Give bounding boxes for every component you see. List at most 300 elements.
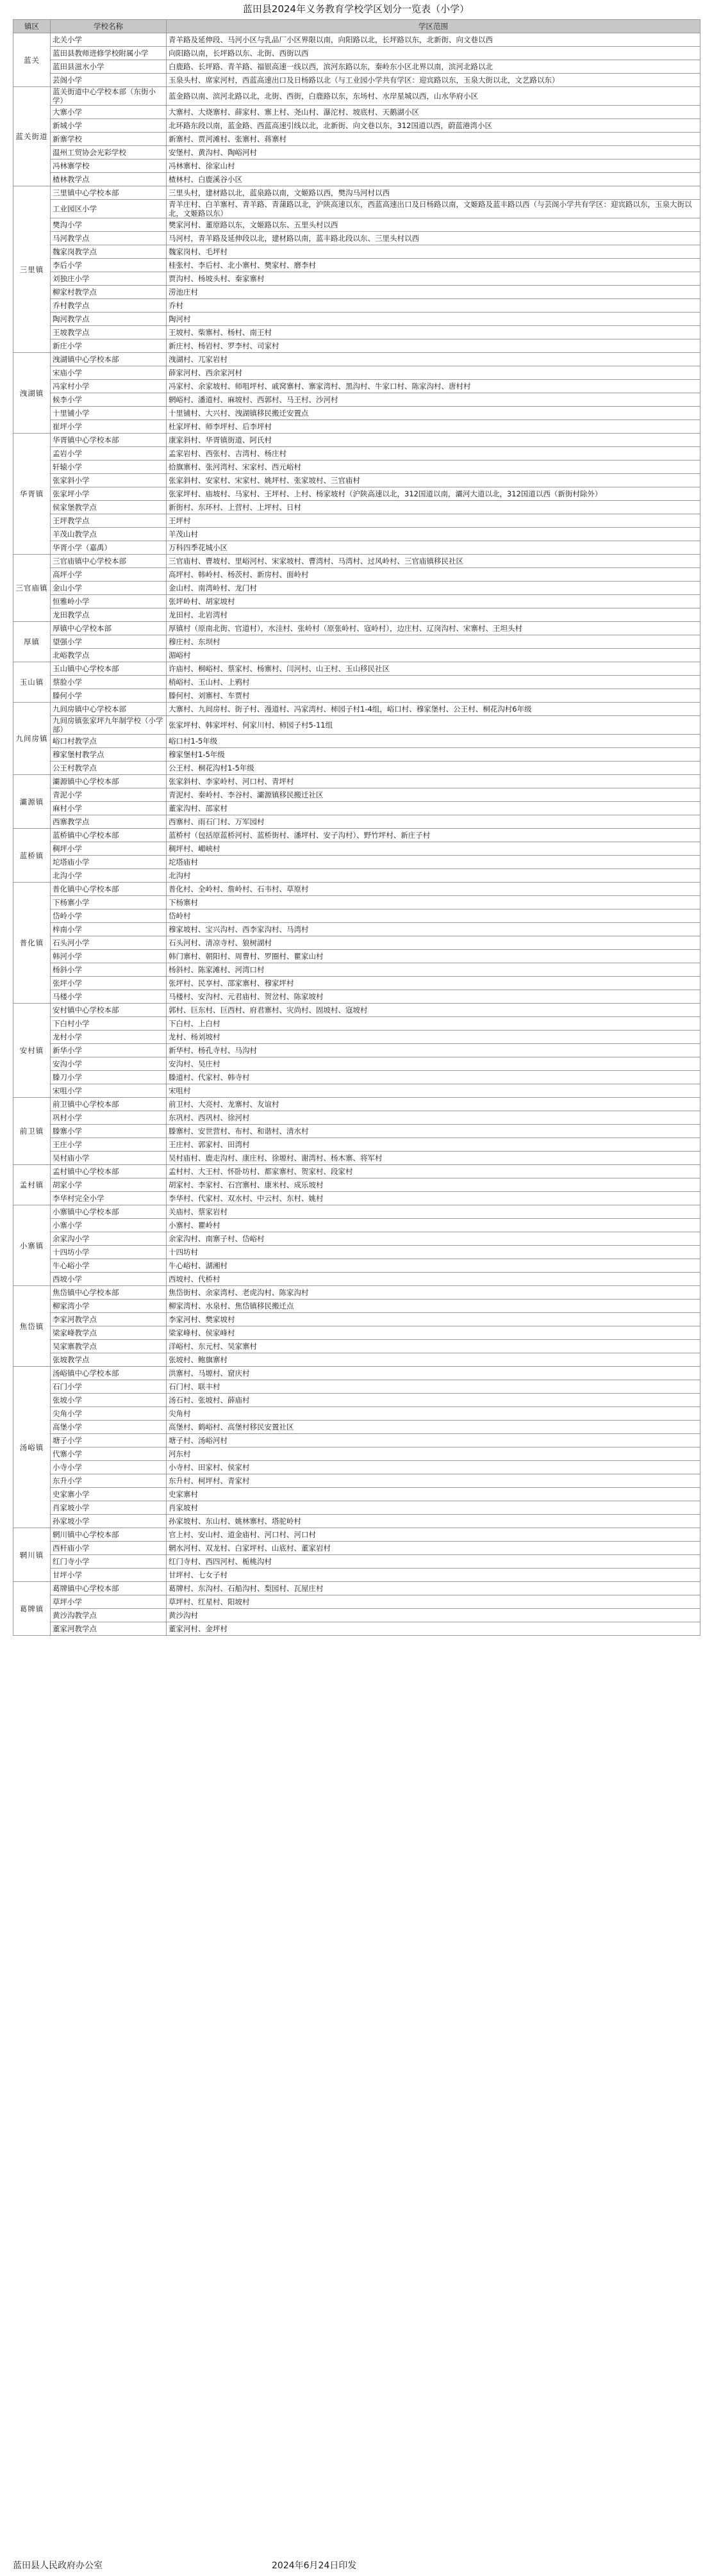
- table-row: [13, 1057, 700, 1071]
- school-cell: 陶河教学点: [51, 313, 167, 326]
- table-row: [13, 259, 700, 272]
- area-cell: 安沟村、吴庄村: [167, 1057, 700, 1071]
- area-cell: 坨塔庙村: [167, 856, 700, 869]
- school-cell: 柳家村教学点: [51, 286, 167, 299]
- area-cell: 汤石村、张坡村、薛庙村: [167, 1394, 700, 1407]
- school-cell: 尖角小学: [51, 1407, 167, 1421]
- area-cell: 龙田村、北岩湾村: [167, 608, 700, 622]
- school-cell: 厚镇中心学校本部: [51, 622, 167, 635]
- area-cell: 小寨村、瞿岭村: [167, 1219, 700, 1232]
- area-cell: 关庙村、蔡家岩村: [167, 1205, 700, 1219]
- area-cell: 孙家坡村、东山村、姚林寨村、塔驼岭村: [167, 1515, 700, 1528]
- area-cell: 黄沙沟村: [167, 1609, 700, 1622]
- area-cell: 滕寨村、安世营村、布村、和谐村、清水村: [167, 1125, 700, 1138]
- area-cell: 董家河村、金坪村: [167, 1622, 700, 1636]
- table-row: [13, 1246, 700, 1259]
- area-cell: 红门寺村、西四河村、栀桃沟村: [167, 1555, 700, 1569]
- school-cell: 巩村小学: [51, 1111, 167, 1125]
- table-row: [13, 1098, 700, 1111]
- area-cell: 楂林村、白鹿溪谷小区: [167, 173, 700, 186]
- school-cell: 塘子小学: [51, 1434, 167, 1447]
- school-cell: 张家斜小学: [51, 474, 167, 487]
- table-row: [13, 1071, 700, 1084]
- area-cell: 河东村: [167, 1447, 700, 1461]
- table-row: [13, 1461, 700, 1474]
- area-cell: 草坪村、红星村、阳坡村: [167, 1595, 700, 1609]
- table-row: [13, 1367, 700, 1380]
- school-cell: 吴家寨教学点: [51, 1340, 167, 1353]
- school-cell: 韩河小学: [51, 950, 167, 963]
- area-cell: 张坪岭村、胡家坡村: [167, 595, 700, 608]
- area-cell: 湄峪村: [167, 649, 700, 662]
- school-cell: 岱岭小学: [51, 909, 167, 923]
- school-cell: 石门小学: [51, 1380, 167, 1394]
- school-cell: 九间房镇张家坪九年制学校（小学部）: [51, 716, 167, 735]
- town-cell: 厚镇: [13, 622, 51, 662]
- school-cell: 小寺小学: [51, 1461, 167, 1474]
- table-row: [13, 353, 700, 366]
- school-cell: 高堡小学: [51, 1421, 167, 1434]
- area-cell: 孟村村、大王村、怀卧坊村、都家寨村、贺家村、段家村: [167, 1165, 700, 1178]
- table-row: [13, 200, 700, 218]
- table-row: [13, 407, 700, 420]
- area-cell: 蓝金路以南、滨河北路以北，北街、西街，白鹿路以东，东场村、水岸星城以西，山水华府小区: [167, 87, 700, 106]
- area-cell: 新华村、杨孔寺村、马沟村: [167, 1044, 700, 1057]
- school-cell: 蓝桥镇中心学校本部: [51, 829, 167, 842]
- area-cell: 高坪村、韩岭村、杨茨村、新房村、面岭村: [167, 568, 700, 582]
- area-cell: 张坪村、民享村、邵家寨村、穆家坪村: [167, 977, 700, 990]
- table-row: [13, 1582, 700, 1595]
- area-cell: 东巩村、西巩村、徐河村: [167, 1111, 700, 1125]
- area-cell: 石头河村、清凉寺村、狼树湖村: [167, 936, 700, 950]
- area-cell: 甘坪村、七女子村: [167, 1569, 700, 1582]
- area-cell: 塘子村、汤峪河村: [167, 1434, 700, 1447]
- area-cell: 冯家村、余家坡村、师咀坪村、戚窝寨村、寨家湾村、黑沟村、牛家口村、陈家沟村、唐村村: [167, 380, 700, 393]
- table-row: [13, 380, 700, 393]
- table-row: [13, 173, 700, 186]
- area-cell: 白鹿路、长坪路、青羊路、福银高速一线以西，滨河东路以东，秦岭东小区北界以南，滨河北路以北: [167, 60, 700, 74]
- school-cell: 下杨寨小学: [51, 896, 167, 909]
- area-cell: 许庙村、桐峪村、蔡家村、杨寨村、闫河村、山王村、玉山移民社区: [167, 662, 700, 676]
- table-row: [13, 1434, 700, 1447]
- table-row: [13, 1004, 700, 1017]
- table-row: [13, 923, 700, 936]
- table-row: [13, 1421, 700, 1434]
- school-cell: 余家沟小学: [51, 1232, 167, 1246]
- table-row: [13, 1609, 700, 1622]
- table-row: [13, 133, 700, 146]
- area-cell: 北环路东段以南，蓝金路、西蓝高速引线以北，北新街、向文巷以东，312国道以西，蔚蓝港湾小区: [167, 119, 700, 133]
- table-row: [13, 1286, 700, 1300]
- table-row: [13, 1084, 700, 1098]
- area-cell: 胡家村、李家村、石宫寨村、康米村、成乐坡村: [167, 1178, 700, 1192]
- school-cell: 董家河教学点: [51, 1622, 167, 1636]
- area-cell: 李华村、代家村、双水村、中云村、东村、姚村: [167, 1192, 700, 1205]
- table-row: [13, 1569, 700, 1582]
- table-row: [13, 1044, 700, 1057]
- school-cell: 龙田教学点: [51, 608, 167, 622]
- table-row: [13, 1380, 700, 1394]
- town-cell: 蓝关街道: [13, 87, 51, 186]
- school-cell: 穆家堡村教学点: [51, 748, 167, 762]
- area-cell: 十里铺村、大兴村、洩湖镇移民搬迁安置点: [167, 407, 700, 420]
- table-row: [13, 186, 700, 200]
- table-row: [13, 1474, 700, 1488]
- area-cell: 康家斜村、华胥镇街道、阿氏村: [167, 434, 700, 447]
- table-row: [13, 649, 700, 662]
- school-cell: 灞源镇中心学校本部: [51, 775, 167, 788]
- area-cell: 洪寨村、马塬村、窟庆村: [167, 1367, 700, 1380]
- area-cell: 涝池庄村: [167, 286, 700, 299]
- area-cell: 辋峪村、潘道村、麻坡村、西郭村、马王村、沙河村: [167, 393, 700, 407]
- table-row: [13, 1125, 700, 1138]
- table-row: [13, 434, 700, 447]
- table-row: [13, 33, 700, 47]
- school-cell: 芸阁小学: [51, 74, 167, 87]
- area-cell: 尖角村: [167, 1407, 700, 1421]
- area-cell: 青羊庄村、白羊寨村、青羊路、青蒲路以北，沪陕高速以东，西蓝高速出口及日杨路以南，文姬路及蓝丰路以西（与芸阁小学共有学区：迎宾路以东，玉泉大街以北，文姬路以东）: [167, 200, 700, 218]
- school-cell: 孙家坡小学: [51, 1515, 167, 1528]
- school-cell: 冯家村小学: [51, 380, 167, 393]
- area-cell: 张坡村、鲍旗寨村: [167, 1353, 700, 1367]
- school-cell: 辋川镇中心学校本部: [51, 1528, 167, 1542]
- area-cell: 葛牌村、东沟村、石船沟村、梨园村、瓦屋庄村: [167, 1582, 700, 1595]
- school-cell: 蓝关街道中心学校本部（东街小学）: [51, 87, 167, 106]
- table-row: [13, 748, 700, 762]
- area-cell: 向阳路以南，长坪路以东、北街、西街以西: [167, 47, 700, 60]
- area-cell: 史家寨村: [167, 1488, 700, 1501]
- school-cell: 王庄小学: [51, 1138, 167, 1152]
- area-cell: 辋水河村、双龙村、白家坪村、山底村、董家岩村: [167, 1542, 700, 1555]
- table-row: [13, 856, 700, 869]
- table-row: [13, 1501, 700, 1515]
- town-cell: 小寨镇: [13, 1205, 51, 1286]
- school-cell: 三官庙镇中心学校本部: [51, 555, 167, 568]
- town-cell: 葛牌镇: [13, 1582, 51, 1636]
- table-row: [13, 622, 700, 635]
- table-row: [13, 568, 700, 582]
- area-cell: 北沟村: [167, 869, 700, 883]
- area-cell: 大寨村、大烧寨村、薛家村、寨上村、尧山村、瀑沱村、坡底村、天鹅湖小区: [167, 106, 700, 119]
- area-cell: 薛家河村、西余家河村: [167, 366, 700, 380]
- area-cell: 张家坪村、韩家坪村、何家川村、柿园子村5-11组: [167, 716, 700, 735]
- school-cell: 石头河小学: [51, 936, 167, 950]
- school-cell: 新庄小学: [51, 339, 167, 353]
- school-cell: 崔坪小学: [51, 420, 167, 434]
- area-cell: 公王村、桐花沟村1-5年级: [167, 762, 700, 775]
- area-cell: 龙村、杨刘坡村: [167, 1031, 700, 1044]
- area-cell: 高堡村、鹤峪村、高堡村移民安置社区: [167, 1421, 700, 1434]
- table-row: [13, 608, 700, 622]
- school-cell: 李家河教学点: [51, 1313, 167, 1326]
- school-cell: 轩辕小学: [51, 461, 167, 474]
- town-cell: 前卫镇: [13, 1098, 51, 1165]
- school-cell: 王坡教学点: [51, 326, 167, 339]
- table-row: [13, 1595, 700, 1609]
- table-row: [13, 689, 700, 703]
- table-row: [13, 869, 700, 883]
- area-cell: 魏家岗村、毛坪村: [167, 245, 700, 259]
- area-cell: 青羊路及延伸段、马河小区与乳品厂小区界限以南，向阳路以北，长坪路以东，北新街、向文巷以西: [167, 33, 700, 47]
- table-row: [13, 788, 700, 802]
- area-cell: 蓝桥村（包括原蓝桥河村、蓝桥街村、潘坪村、安子沟村）、野竹坪村、新庄子村: [167, 829, 700, 842]
- footer-date: 2024年6月24日印发: [272, 2561, 357, 2571]
- school-cell: 张坪小学: [51, 977, 167, 990]
- area-cell: 穆庄村、东坝村: [167, 635, 700, 649]
- area-cell: 牛心峪村、湖湘村: [167, 1259, 700, 1273]
- town-cell: 华胥镇: [13, 434, 51, 555]
- table-row: [13, 393, 700, 407]
- school-cell: 刘独庄小学: [51, 272, 167, 286]
- town-cell: 蓝桥镇: [13, 829, 51, 883]
- school-cell: 李华村完全小学: [51, 1192, 167, 1205]
- school-cell: 麻村小学: [51, 802, 167, 815]
- area-cell: 大寨村、九间房村、街子村、漫道村、冯家湾村、柿园子村1-4组，峪口村、穆家堡村、公王村、桐花沟村6年级: [167, 703, 700, 716]
- header-area: 学区范围: [167, 20, 700, 33]
- table-row: [13, 815, 700, 829]
- table-row: [13, 1031, 700, 1044]
- school-cell: 胡家小学: [51, 1178, 167, 1192]
- town-cell: 玉山镇: [13, 662, 51, 703]
- area-cell: 厚镇村（原南北街、官道村），水洼村、张岭村（原张岭村、寇岭村），边庄村、辽岗沟村、宋寨村、王坦头村: [167, 622, 700, 635]
- area-cell: 新街村、东环村、上营村、上坪村、日村: [167, 501, 700, 514]
- table-row: [13, 1622, 700, 1636]
- area-cell: 十四坊村: [167, 1246, 700, 1259]
- town-cell: 汤峪镇: [13, 1367, 51, 1528]
- table-row: [13, 1313, 700, 1326]
- school-cell: 宋庙小学: [51, 366, 167, 380]
- area-cell: 贾沟村、杨坡头村、秦家寨村: [167, 272, 700, 286]
- table-row: [13, 1407, 700, 1421]
- area-cell: 拾旗寨村、张河湾村、宋家村、西元峪村: [167, 461, 700, 474]
- area-cell: 王坡村、柴寨村、杨村、南王村: [167, 326, 700, 339]
- school-cell: 甘坪小学: [51, 1569, 167, 1582]
- area-cell: 稠坪村、嵋峡村: [167, 842, 700, 856]
- area-cell: 滕何村、刘寨村、车贾村: [167, 689, 700, 703]
- table-row: [13, 514, 700, 528]
- table-row: [13, 1542, 700, 1555]
- school-cell: 温州工贸协会光彩学校: [51, 146, 167, 159]
- area-cell: 余家沟村、南寨子村、岱峪村: [167, 1232, 700, 1246]
- area-cell: 乔村: [167, 299, 700, 313]
- school-cell: 孟岩小学: [51, 447, 167, 461]
- town-cell: 孟村镇: [13, 1165, 51, 1205]
- school-cell: 恒雅岭小学: [51, 595, 167, 608]
- table-header-row: [13, 20, 700, 33]
- table-row: [13, 326, 700, 339]
- table-row: [13, 703, 700, 716]
- table-row: [13, 232, 700, 245]
- area-cell: 杨斜村、陈家滩村、河湾口村: [167, 963, 700, 977]
- table-row: [13, 1192, 700, 1205]
- table-row: [13, 762, 700, 775]
- header-school: 学校名称: [51, 20, 167, 33]
- town-cell: 洩湖镇: [13, 353, 51, 434]
- table-row: [13, 1205, 700, 1219]
- school-cell: 青泥小学: [51, 788, 167, 802]
- table-row: [13, 1165, 700, 1178]
- table-row: [13, 299, 700, 313]
- area-cell: 洩湖村、兀家岩村: [167, 353, 700, 366]
- table-row: [13, 313, 700, 326]
- table-row: [13, 1300, 700, 1313]
- table-row: [13, 1488, 700, 1501]
- table-row: [13, 582, 700, 595]
- town-cell: 辋川镇: [13, 1528, 51, 1582]
- area-cell: 张家斜村、李家岭村、河口村、青坪村: [167, 775, 700, 788]
- town-cell: 普化镇: [13, 883, 51, 1004]
- area-cell: 峪口村1-5年级: [167, 735, 700, 748]
- school-cell: 蓝田县滋水小学: [51, 60, 167, 74]
- table-row: [13, 1353, 700, 1367]
- table-row: [13, 366, 700, 380]
- school-cell: 史家寨小学: [51, 1488, 167, 1501]
- table-row: [13, 1326, 700, 1340]
- school-cell: 马河教学点: [51, 232, 167, 245]
- area-cell: 柳家湾村、水泉村、焦岱镇移民搬迁点: [167, 1300, 700, 1313]
- table-row: [13, 528, 700, 541]
- school-cell: 三里镇中心学校本部: [51, 186, 167, 200]
- table-row: [13, 842, 700, 856]
- area-cell: 小寺村、田家村、侯家村: [167, 1461, 700, 1474]
- school-cell: 杨斜小学: [51, 963, 167, 977]
- area-cell: 宋咀村: [167, 1084, 700, 1098]
- school-cell: 肖家坡小学: [51, 1501, 167, 1515]
- area-cell: 吴村庙村、鹿走沟村、康庄村、徐塬村、谢湾村、杨木寨、将军村: [167, 1152, 700, 1165]
- table-row: [13, 119, 700, 133]
- school-cell: 前卫镇中心学校本部: [51, 1098, 167, 1111]
- header-town: 镇区: [13, 20, 51, 33]
- area-cell: 郭村、巨东村、巨西村、府君寨村、灾尚村、固坡村、寇坡村: [167, 1004, 700, 1017]
- area-cell: 陶河村: [167, 313, 700, 326]
- area-cell: 三官庙村、曹坡村、里峪河村、宋家坡村、曹湾村、马湾村、过风岭村、三官庙镇移民社区: [167, 555, 700, 568]
- table-row: [13, 662, 700, 676]
- school-cell: 西杆庙小学: [51, 1542, 167, 1555]
- table-row: [13, 802, 700, 815]
- area-cell: 下杨寨村: [167, 896, 700, 909]
- area-cell: 石门村、联丰村: [167, 1380, 700, 1394]
- school-cell: 新华小学: [51, 1044, 167, 1057]
- town-cell: 安村镇: [13, 1004, 51, 1098]
- school-cell: 安村镇中心学校本部: [51, 1004, 167, 1017]
- table-row: [13, 909, 700, 923]
- area-cell: 新寨村、贾河滩村、张寨村、蒋寨村: [167, 133, 700, 146]
- school-cell: 九间房镇中心学校本部: [51, 703, 167, 716]
- district-table: [13, 19, 700, 1636]
- area-cell: 穆家堡村1-5年级: [167, 748, 700, 762]
- school-cell: 北峪教学点: [51, 649, 167, 662]
- school-cell: 葛牌镇中心学校本部: [51, 1582, 167, 1595]
- area-cell: 韩门寨村、朝阳村、周曹村、罗圈村、瞿家山村: [167, 950, 700, 963]
- area-cell: 张家斜村、安家村、宋家村、姚坪村、张家坡村、三官庙村: [167, 474, 700, 487]
- area-cell: 王庄村、郭家村、田湾村: [167, 1138, 700, 1152]
- town-cell: 焦岱镇: [13, 1286, 51, 1367]
- school-cell: 华胥镇中心学校本部: [51, 434, 167, 447]
- table-row: [13, 883, 700, 896]
- school-cell: 柳家湾小学: [51, 1300, 167, 1313]
- school-cell: 蓝田县教师进修学校附属小学: [51, 47, 167, 60]
- school-cell: 梓南小学: [51, 923, 167, 936]
- school-cell: 稠坪小学: [51, 842, 167, 856]
- table-row: [13, 829, 700, 842]
- area-cell: 桂张村、李后村、北小寨村、樊家村、磨李村: [167, 259, 700, 272]
- area-cell: 孟家岩村、西张村、吉湾村、杨庄村: [167, 447, 700, 461]
- area-cell: 下白村、上白村: [167, 1017, 700, 1031]
- table-row: [13, 1152, 700, 1165]
- area-cell: 金山村、南湾岭村、龙门村: [167, 582, 700, 595]
- area-cell: 马河村，青羊路及延伸段以北，建材路以南，蓝丰路北段以东、三里头村以西: [167, 232, 700, 245]
- area-cell: 李家河村、樊家坡村: [167, 1313, 700, 1326]
- school-cell: 金山小学: [51, 582, 167, 595]
- school-cell: 望强小学: [51, 635, 167, 649]
- area-cell: 滕道村、代家村、韩寺村: [167, 1071, 700, 1084]
- area-cell: 岱岭村: [167, 909, 700, 923]
- school-cell: 滕何小学: [51, 689, 167, 703]
- school-cell: 张家坪小学: [51, 487, 167, 501]
- area-cell: 羊茂山村: [167, 528, 700, 541]
- school-cell: 坨塔庙小学: [51, 856, 167, 869]
- school-cell: 牛心峪小学: [51, 1259, 167, 1273]
- school-cell: 候李小学: [51, 393, 167, 407]
- school-cell: 魏家岗教学点: [51, 245, 167, 259]
- table-row: [13, 447, 700, 461]
- school-cell: 乔村教学点: [51, 299, 167, 313]
- table-row: [13, 339, 700, 353]
- area-cell: 董家沟村、邵家村: [167, 802, 700, 815]
- area-cell: 安堡村、黄沟村、陶峪河村: [167, 146, 700, 159]
- table-row: [13, 106, 700, 119]
- area-cell: 西寨村、雨石门村、万军园村: [167, 815, 700, 829]
- school-cell: 西坡小学: [51, 1273, 167, 1286]
- table-row: [13, 1138, 700, 1152]
- school-cell: 张坡教学点: [51, 1353, 167, 1367]
- area-cell: 马楼村、安沟村、元君庙村、贺岔村、陈家坡村: [167, 990, 700, 1004]
- school-cell: 工业园区小学: [51, 200, 167, 218]
- school-cell: 黄沙沟教学点: [51, 1609, 167, 1622]
- town-cell: 三官庙镇: [13, 555, 51, 622]
- table-row: [13, 420, 700, 434]
- area-cell: 东升村、柯坪村、青家村: [167, 1474, 700, 1488]
- table-row: [13, 1232, 700, 1246]
- table-row: [13, 501, 700, 514]
- school-cell: 滕刀小学: [51, 1071, 167, 1084]
- area-cell: 青泥村、秦岭村、李谷村、灞源镇移民搬迁社区: [167, 788, 700, 802]
- area-cell: 冯林寨村、徐家山村: [167, 159, 700, 173]
- school-cell: 樊沟小学: [51, 218, 167, 232]
- school-cell: 滕寨小学: [51, 1125, 167, 1138]
- area-cell: 新庄村、杨岩村、罗李村、司家村: [167, 339, 700, 353]
- table-row: [13, 1340, 700, 1353]
- table-row: [13, 218, 700, 232]
- school-cell: 侯家堡教学点: [51, 501, 167, 514]
- school-cell: 安沟小学: [51, 1057, 167, 1071]
- town-cell: 三里镇: [13, 186, 51, 353]
- table-row: [13, 47, 700, 60]
- school-cell: 北关小学: [51, 33, 167, 47]
- school-cell: 峪口村教学点: [51, 735, 167, 748]
- town-cell: 灞源镇: [13, 775, 51, 829]
- area-cell: 王坪村: [167, 514, 700, 528]
- table-row: [13, 1017, 700, 1031]
- school-cell: 十四坊小学: [51, 1246, 167, 1259]
- school-cell: 代寨小学: [51, 1447, 167, 1461]
- table-row: [13, 990, 700, 1004]
- school-cell: 汤峪镇中心学校本部: [51, 1367, 167, 1380]
- table-row: [13, 896, 700, 909]
- table-row: [13, 1111, 700, 1125]
- school-cell: 东升小学: [51, 1474, 167, 1488]
- table-row: [13, 950, 700, 963]
